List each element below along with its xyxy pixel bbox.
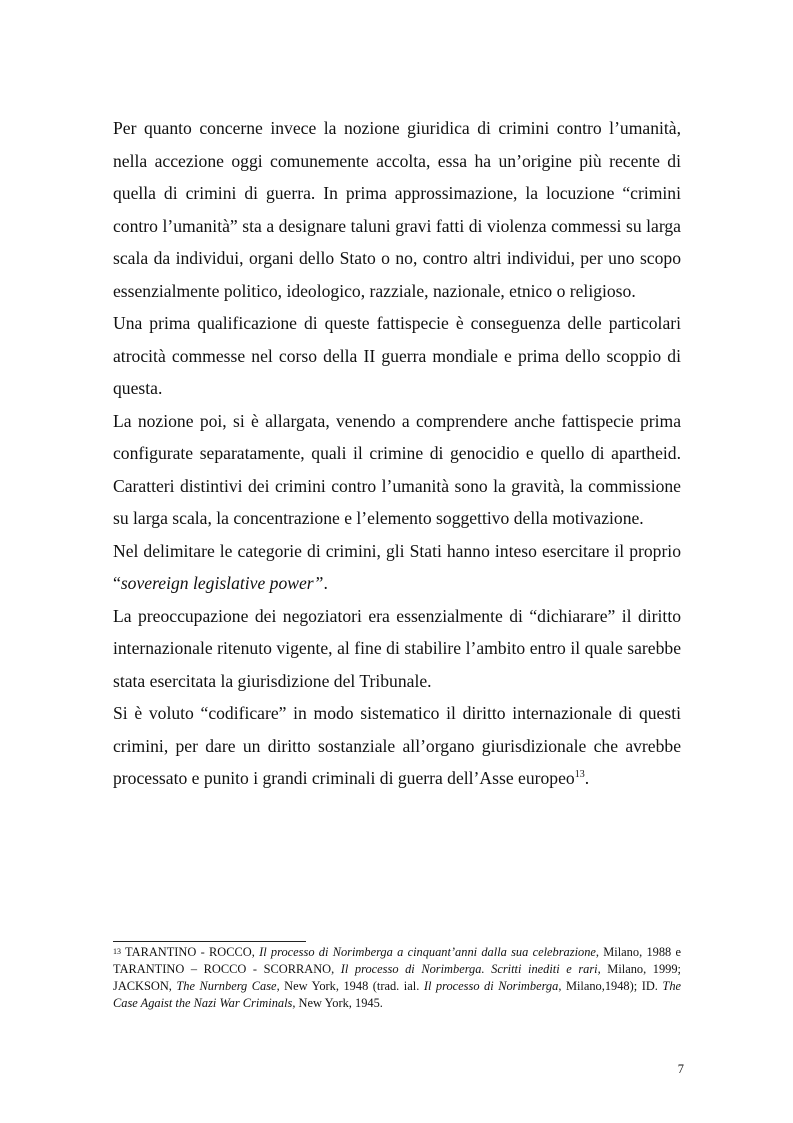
paragraph-notion-extended: La nozione poi, si è allargata, venendo a comprendere anche fattispecie prima configurate separatamente, quali il crimine di genocidio e quello di apartheid. Caratteri distintivi dei crimini contro l’umanità sono la gravità, la commissione su larga scala, la concentrazione e l’elemento soggettivo della motivazione. [113, 410, 681, 528]
paragraph-codification-text: Si è voluto “codificare” in modo sistematico il diritto internazionale di questi crimini, per dare un diritto sostanziale all’organo giurisdizionale che avrebbe processato e punito i grandi criminali di guerra dell’Asse europeo [113, 703, 681, 788]
paragraph-negotiators: La preoccupazione dei negoziatori era essenzialmente di “dichiarare” il diritto internazionale ritenuto vigente, al fine di stabilire l’ambito entro il quale sarebbe stata esercitata la giurisdizione del Tribunale. [113, 605, 681, 691]
sovereign-power-italic: sovereign legislative power” [120, 573, 324, 593]
paragraph-crimes-definition: Per quanto concerne invece la nozione giuridica di crimini contro l’umanità, nella accezione oggi comunemente accolta, essa ha un’origine più recente di quella di crimini di guerra. In prima approssimazione, la locuzione “crimini contro l’umanità” sta a designare taluni gravi fatti di violenza commessi su larga scala da individui, organi dello Stato o no, contro altri individui, per uno scopo essenzialmente politico, ideologico, razziale, nazionale, etnico o religioso. [113, 118, 681, 301]
page-number: 7 [677, 1062, 684, 1076]
footnote-segment: , New York, 1948 (trad. ial. [276, 979, 424, 993]
footnote-title-italic: Il processo di Norimberga. Scritti inediti e rari, [340, 962, 601, 976]
footnote-segment: , Milano,1948); ID. [558, 979, 663, 993]
paragraph-sovereign-power [113, 535, 681, 600]
footnote-title-italic: Il processo di Norimberga a cinquant’anni dalla sua celebrazione [259, 945, 596, 959]
paragraph-first-qualification: Una prima qualificazione di queste fattispecie è conseguenza delle particolari atrocità commesse nel corso della II guerra mondiale e prima dello scoppio di questa. [113, 313, 681, 398]
footnote-segment: New York, 1945. [295, 996, 383, 1010]
paragraph-sovereign-power-end: . [323, 573, 328, 593]
main-body-text [113, 112, 681, 795]
footnote-divider [113, 941, 306, 942]
footnote-13 [113, 944, 681, 1012]
paragraph-sovereign-power-text: Nel delimitare le categorie di crimini, gli Stati hanno inteso esercitare il proprio “ [113, 540, 681, 593]
footnote-number: 13 [113, 947, 121, 956]
paragraph-codification [113, 697, 681, 795]
footnote-title-italic: Il processo di Norimberga [423, 979, 559, 993]
footnote-title-italic: The Case Agaist the Nazi War Criminals, [113, 979, 682, 1010]
paragraph-codification-end: . [584, 768, 590, 788]
footnote-reference-13[interactable]: 13 [574, 769, 585, 780]
footnote-segment: , Milano, 1988 e TARANTINO – ROCCO - SCORRANO, [113, 945, 682, 976]
footnote-segment: TARANTINO - ROCCO, [121, 945, 260, 959]
footnote-segment: Milano, 1999; JACKSON, [113, 962, 681, 993]
footnote-title-italic: The Nurnberg Case [176, 979, 277, 993]
